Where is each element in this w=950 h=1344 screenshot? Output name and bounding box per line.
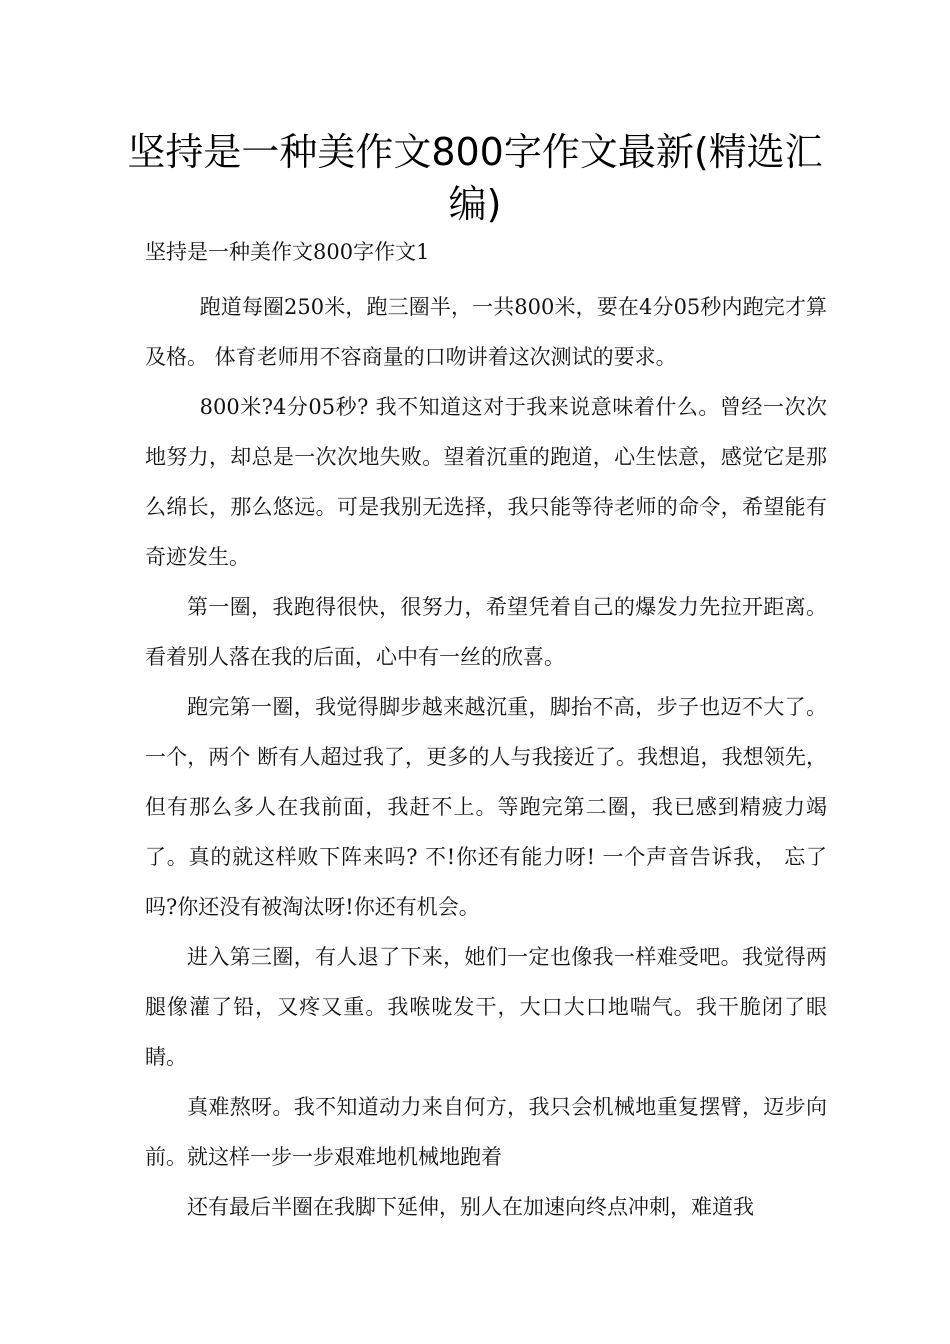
paragraph: 进入第三圈，有人退了下来，她们一定也像我一样难受吧。我觉得两腿像灌了铅，又疼又重。我喉咙发干，大口大口地喘气。我干脆闭了眼睛。: [145, 945, 827, 1069]
essay-subtitle: 坚持是一种美作文800字作文1: [145, 240, 430, 264]
paragraph: 还有最后半圈在我脚下延伸，别人在加速向终点冲刺，难道我: [187, 1195, 754, 1219]
paragraph: 800米?4分05秒? 我不知道这对于我来说意味着什么。曾经一次次地努力，却总是一次次地失败。望着沉重的跑道，心生怯意，感觉它是那么绵长，那么悠远。可是我别无选择，我只能等待老师的命令，希望能有奇迹发生。: [145, 395, 827, 569]
paragraph: 第一圈，我跑得很快，很努力，希望凭着自己的爆发力先拉开距离。看着别人落在我的后面，心中有一丝的欣喜。: [145, 595, 827, 669]
paragraph: 真难熬呀。我不知道动力来自何方，我只会机械地重复摆臂，迈步向前。就这样一步一步艰难地机械地跑着: [145, 1095, 827, 1169]
paragraph: 跑完第一圈，我觉得脚步越来越沉重，脚抬不高，步子也迈不大了。一个，两个 断有人超过我了，更多的人与我接近了。我想追，我想领先，但有那么多人在我前面，我赶不上。等跑完第二圈，我已感到精疲力竭了。真的就这样败下阵来吗? 不!你还有能力呀! 一个声音告诉我， 忘了吗?你还没有被淘汰呀!你还有机会。: [145, 695, 827, 919]
document-title: 坚持是一种美作文800字作文最新(精选汇编): [127, 130, 823, 226]
essay-body: [145, 282, 827, 1232]
paragraph: 跑道每圈250米，跑三圈半，一共800米，要在4分05秒内跑完才算及格。 体育老师用不容商量的口吻讲着这次测试的要求。: [145, 295, 827, 369]
